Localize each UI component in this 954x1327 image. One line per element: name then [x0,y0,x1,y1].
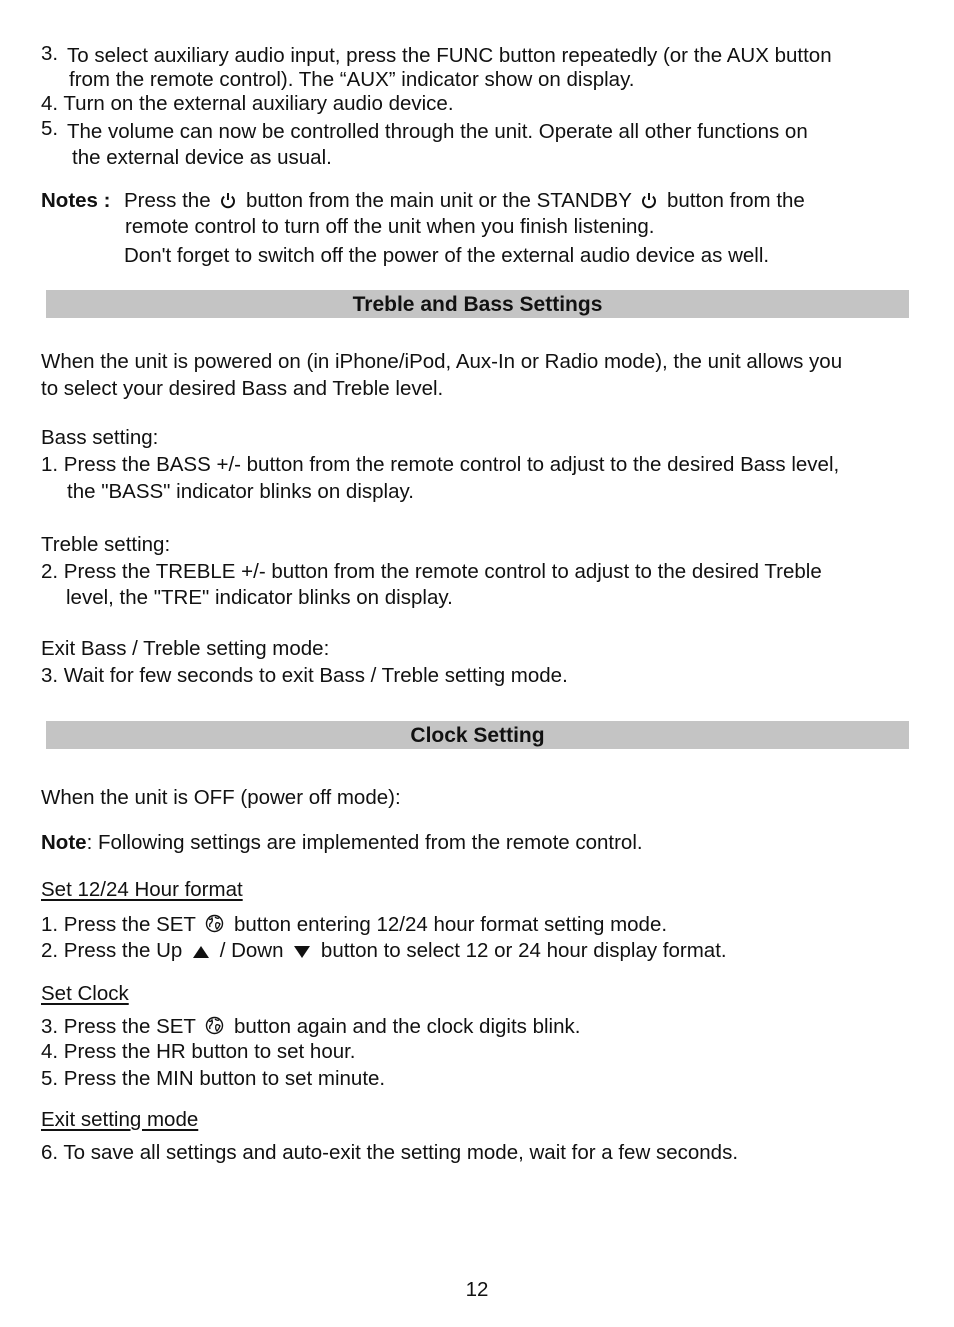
clock-note-text: : Following settings are implemented from the remote control. [86,831,643,854]
aux-step-5-line1: The volume can now be controlled through the unit. Operate all other functions on [67,120,808,143]
bass-step-1-line1: 1. Press the BASS +/- button from the remote control to adjust to the desired Bass level, [41,453,840,476]
treble-bass-heading-bar [46,290,909,318]
notes-line2: remote control to turn off the unit when you finish listening. [125,215,655,238]
aux-step-5-line2: the external device as usual. [72,146,332,169]
clock-step-3-b: button again and the clock digits blink. [234,1015,581,1038]
exit-bass-treble-title: Exit Bass / Treble setting mode: [41,637,330,660]
clock-step-3 [41,1016,580,1040]
power-icon [220,192,236,214]
treble-step-2-line2: level, the "TRE" indicator blinks on display. [66,586,453,609]
aux-step-3-line2: from the remote control). The “AUX” indicator show on display. [69,68,635,91]
clock-step-2-a: 2. Press the Up [41,939,183,962]
set-clock-title: Set Clock [41,982,129,1005]
notes-line1-c: button from the [666,189,805,212]
bass-setting-title: Bass setting: [41,426,159,449]
clock-note [41,833,643,854]
clock-step-2 [41,941,727,964]
power-icon [641,192,657,214]
clock-heading: Clock Setting [410,724,545,747]
aux-step-3-line1: To select auxiliary audio input, press the FUNC button repeatedly (or the AUX button [67,44,832,67]
clock-off-mode: When the unit is OFF (power off mode): [41,786,401,809]
notes-line1 [124,191,805,214]
clock-note-label: Note [41,831,87,854]
exit-setting-mode-title: Exit setting mode [41,1108,199,1131]
notes-line1-a: Press the [124,189,211,212]
down-triangle-icon [293,943,311,964]
clock-step-6: 6. To save all settings and auto-exit the setting mode, wait for a few seconds. [41,1141,739,1164]
clock-step-2-b: / Down [219,939,284,962]
set-hour-format-title: Set 12/24 Hour format [41,878,243,901]
bass-step-1-line2: the "BASS" indicator blinks on display. [67,480,414,503]
clock-step-1-a: 1. Press the SET [41,913,196,936]
page-number: 12 [465,1278,489,1301]
notes-label: Notes : [41,189,111,212]
notes-line1-b: button from the main unit or the STANDBY [246,189,632,212]
treble-bass-heading: Treble and Bass Settings [352,293,603,316]
treble-bass-intro-line1: When the unit is powered on (in iPhone/iPod, Aux-In or Radio mode), the unit allows you [41,350,843,373]
clock-step-5: 5. Press the MIN button to set minute. [41,1067,386,1090]
step-number-3: 3. [41,42,59,65]
exit-bass-treble-step-3: 3. Wait for few seconds to exit Bass / Treble setting mode. [41,664,568,687]
treble-bass-intro-line2: to select your desired Bass and Treble level. [41,377,444,400]
step-number-5: 5. [41,117,59,140]
clock-step-4: 4. Press the HR button to set hour. [41,1040,356,1063]
aux-step-4: 4. Turn on the external auxiliary audio device. [41,92,454,115]
globe-icon [205,1016,224,1040]
up-triangle-icon [192,943,210,964]
notes-line3: Don't forget to switch off the power of the external audio device as well. [124,244,770,267]
treble-setting-title: Treble setting: [41,533,171,556]
clock-step-1-b: button entering 12/24 hour format setting mode. [234,913,668,936]
treble-step-2-line1: 2. Press the TREBLE +/- button from the remote control to adjust to the desired Treble [41,560,822,583]
clock-heading-bar [46,721,909,749]
globe-icon [205,914,224,938]
clock-step-1 [41,914,667,938]
clock-step-2-c: button to select 12 or 24 hour display format. [320,939,727,962]
clock-step-3-a: 3. Press the SET [41,1015,196,1038]
